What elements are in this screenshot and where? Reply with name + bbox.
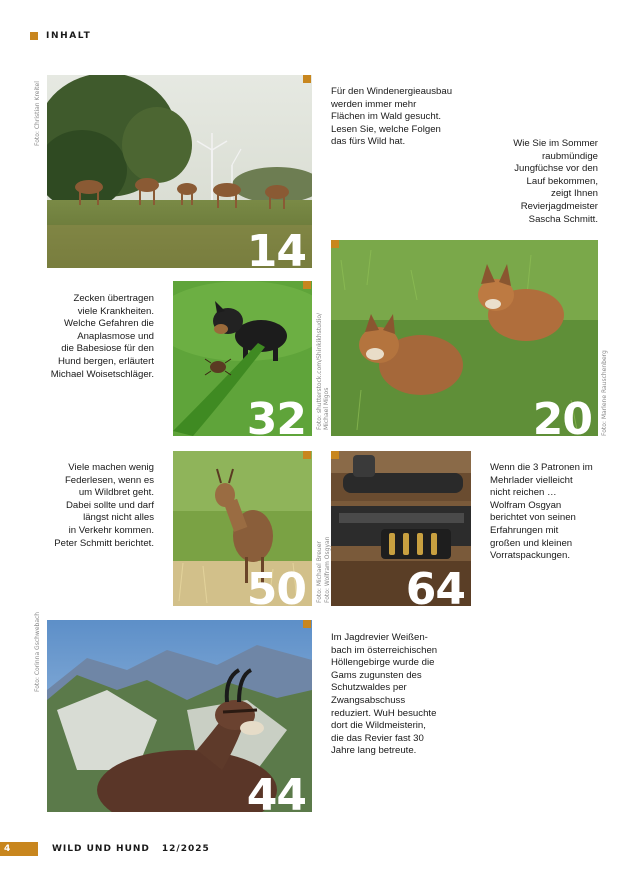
text-line: dort die Wildmeisterin, — [331, 720, 426, 732]
article-14-teaser[interactable] — [331, 86, 471, 149]
page-footer — [0, 842, 210, 856]
page-number-64: 64 — [405, 564, 465, 606]
article-44-teaser[interactable] — [331, 632, 471, 758]
credit-line: Foto: shutterstock.com/Shinkikhstudio/ — [316, 312, 323, 430]
text-line: Lauf bekommen, — [526, 175, 598, 187]
text-line: Wie Sie im Sommer — [513, 138, 598, 149]
page-number-14: 14 — [246, 226, 306, 268]
text-line: Vorratspackungen. — [490, 550, 571, 562]
text-line: längst nicht alles — [83, 512, 154, 524]
photo-credit-32 — [316, 313, 330, 430]
section-title: INHALT — [46, 31, 92, 41]
credit-line: Michael Migos — [323, 387, 330, 430]
text-line: Wenn die 3 Patronen im — [490, 462, 593, 473]
text-line: raubmündige — [541, 150, 598, 162]
text-line: um Wildbret geht. — [78, 487, 154, 499]
text-line: Für den Windenergieausbau — [331, 86, 453, 97]
article-14-marker — [303, 75, 311, 83]
text-line: viele Krankheiten. — [77, 305, 154, 317]
text-line: reduziert. WuH besuchte — [331, 707, 437, 719]
article-32-teaser[interactable] — [30, 293, 154, 381]
text-line: Höllengebirge wurde die — [331, 657, 435, 669]
text-line: bach im österreichischen — [331, 644, 438, 656]
text-line: Jungfüchse vor den — [514, 163, 598, 175]
text-line: Gams zugunsten des — [331, 669, 422, 681]
text-line: Jahre lang betreute. — [331, 745, 417, 757]
article-20-teaser[interactable] — [478, 138, 598, 226]
page-number-44: 44 — [246, 770, 306, 812]
text-line: Hund bergen, erläutert — [58, 355, 154, 367]
text-line: Federlesen, wenn es — [64, 474, 154, 486]
article-20-marker — [331, 240, 339, 248]
text-line: Mehrlader vielleicht — [490, 474, 573, 486]
text-line: Viele machen wenig — [68, 462, 154, 473]
header-square-icon — [30, 32, 38, 40]
article-32-image[interactable] — [173, 281, 312, 436]
text-line: Schutzwaldes per — [331, 682, 407, 694]
page-number-20: 20 — [532, 394, 592, 436]
text-line: die das Revier fast 30 — [331, 732, 424, 744]
photo-credit-44: Foto: Corinna Gschwebach — [34, 611, 41, 692]
photo-credit-50: Foto: Michael Breuer — [316, 541, 323, 603]
photo-credit-14: Foto: Christian Kreitel — [34, 81, 41, 146]
section-header — [30, 31, 91, 41]
article-64-marker — [331, 451, 339, 459]
article-44-image[interactable] — [47, 620, 312, 812]
text-line: Revierjagdmeister — [520, 200, 598, 212]
page-number-50: 50 — [246, 564, 306, 606]
text-line: Lesen Sie, welche Folgen — [331, 123, 441, 135]
text-line: Erfahrungen mit — [490, 524, 559, 536]
text-line: die Babesiose für den — [61, 343, 154, 355]
article-50-image[interactable] — [173, 451, 312, 606]
text-line: Flächen im Wald gesucht. — [331, 111, 442, 123]
text-line: Michael Woisetschläger. — [50, 368, 154, 380]
text-line: Dabei sollte und darf — [66, 499, 154, 511]
text-line: großen und kleinen — [490, 537, 573, 549]
article-64-image[interactable] — [331, 451, 471, 606]
text-line: Welche Gefahren die — [64, 318, 154, 330]
article-50-teaser[interactable] — [30, 462, 154, 550]
page-number-32: 32 — [246, 394, 306, 436]
photo-credit-64: Foto: Wolfram Osgyan — [324, 536, 331, 603]
footer-issue: 12/2025 — [161, 844, 210, 854]
article-32-marker — [303, 281, 311, 289]
text-line: zeigt Ihnen — [551, 188, 598, 200]
article-44-marker — [303, 620, 311, 628]
photo-credit-20: Foto: Marlene Rauschenberg — [601, 350, 608, 436]
text-line: Anaplasmose und — [77, 330, 154, 342]
text-line: Wolfram Osgyan — [490, 499, 562, 511]
article-14-image[interactable] — [47, 75, 312, 268]
footer-page-number: 4 — [0, 842, 38, 856]
text-line: Peter Schmitt berichtet. — [54, 537, 154, 549]
article-64-teaser[interactable] — [490, 462, 620, 563]
text-line: werden immer mehr — [331, 98, 417, 110]
text-line: berichtet von seinen — [490, 512, 576, 524]
text-line: Im Jagdrevier Weißen- — [331, 632, 428, 643]
article-50-marker — [303, 451, 311, 459]
footer-magazine-name: WILD UND HUND — [52, 844, 150, 854]
text-line: das fürs Wild hat. — [331, 136, 406, 148]
text-line: Zwangsabschuss — [331, 694, 406, 706]
text-line: in Verkehr kommen. — [68, 524, 154, 536]
text-line: Sascha Schmitt. — [528, 213, 598, 225]
text-line: nicht reichen … — [490, 487, 557, 499]
article-20-image[interactable] — [331, 240, 598, 436]
text-line: Zecken übertragen — [73, 293, 154, 304]
